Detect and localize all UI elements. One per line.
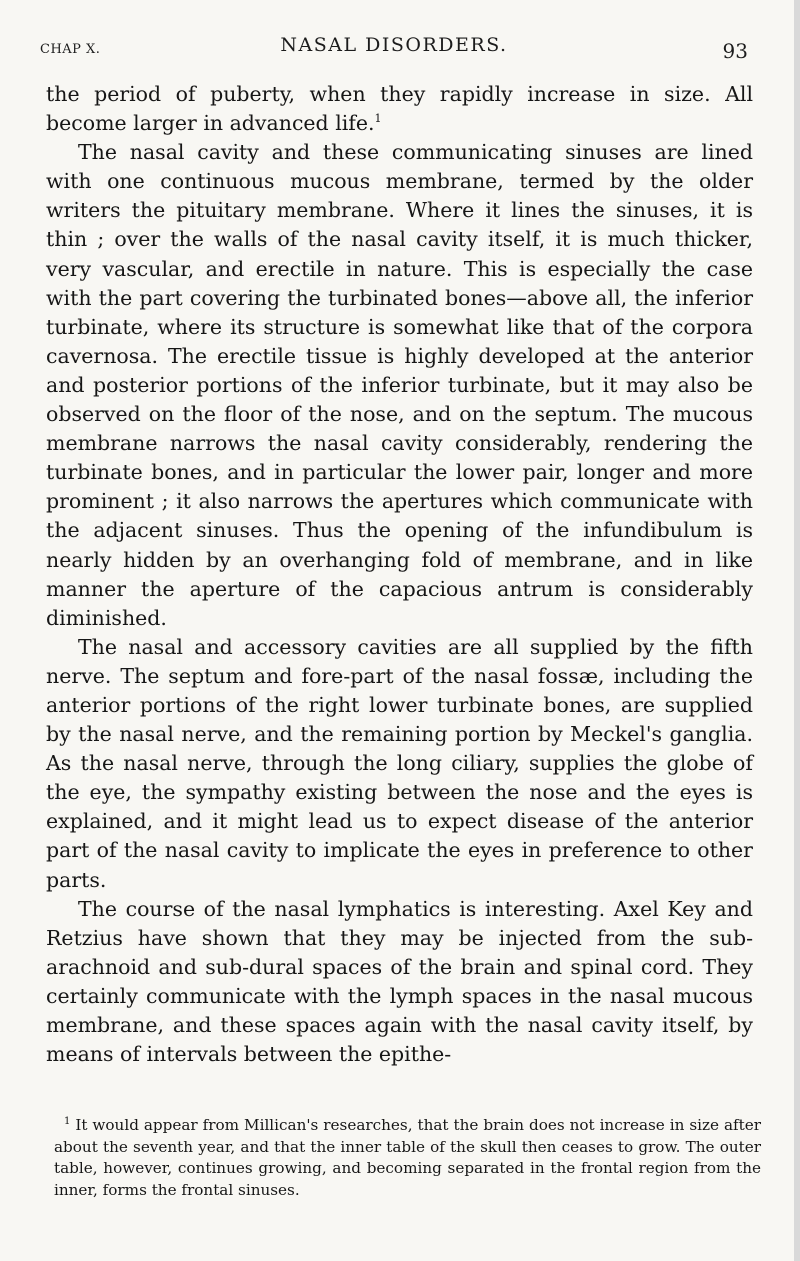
paragraph-3: The nasal and accessory cavities are all supplied by the fifth nerve. The septum and fore-part of the nasal fossæ, including the anterior portions of the right lower turbinate bones, are supplied by the nasal nerve, and the remaining portion by Meckel's ganglia. As the nasal nerve, through the long ciliary, supplies the globe of the eye, the sympathy existing between the nose and the eyes is explained, and it might lead us to expect disease of the anterior part of the nasal cavity to implicate the eyes in preference to other parts. (46, 634, 753, 892)
paragraph-2: The nasal cavity and these communicating sinuses are lined with one continuous mucous membrane, termed by the older writers the pituitary membrane. Where it lines the sinuses, it is thin ; over the walls of the nasal cavity itself, it is much thicker, very vascular, and erectile in nature. This is especially the case with the part covering the turbinated bones—above all, the inferior turbinate, where its structure is somewhat like that of the corpora cavernosa. The erectile tissue is highly developed at the anterior and posterior portions of the inferior turbinate, but it may also be observed on the floor of the nose, and on the septum. The mucous membrane narrows the nasal cavity considerably, rendering the turbinate bones, and in particular the lower pair, longer and more prominent ; it also narrows the apertures which communicate with the adjacent sinuses. Thus the opening of the infundibulum is nearly hidden by an overhanging fold of membrane, and in like manner the aperture of the capacious antrum is considerably diminished. (46, 140, 753, 630)
paragraph-4: The course of the nasal lymphatics is interesting. Axel Key and Retzius have shown that they may be injected from the sub-arachnoid and sub-dural spaces of the brain and spinal cord. They certainly communicate with the lymph spaces in the nasal mucous membrane, and these spaces again with the nasal cavity itself, by means of intervals between the epithe- (46, 896, 753, 1067)
footnote-text: It would appear from Millican's researches, that the brain does not increase in size after about the seventh year, and that the inner table of the skull then ceases to grow. The outer table, however, continues growing, and becoming separated in the frontal region from the inner, forms the frontal sinuses. (54, 1116, 761, 1199)
paragraph-1 (46, 80, 753, 138)
footnote-reference: 1 (374, 112, 382, 126)
paragraph-1-text: the period of puberty, when they rapidly increase in size. All become larger in advanced life. (46, 82, 753, 136)
body-text (46, 80, 753, 1069)
running-head (40, 34, 748, 64)
chapter-label: CHAP X. (40, 42, 101, 57)
footnote (54, 1115, 761, 1201)
page-number: 93 (722, 39, 748, 63)
page-title: NASAL DISORDERS. (280, 34, 508, 56)
footnote-marker: 1 (64, 1116, 71, 1127)
